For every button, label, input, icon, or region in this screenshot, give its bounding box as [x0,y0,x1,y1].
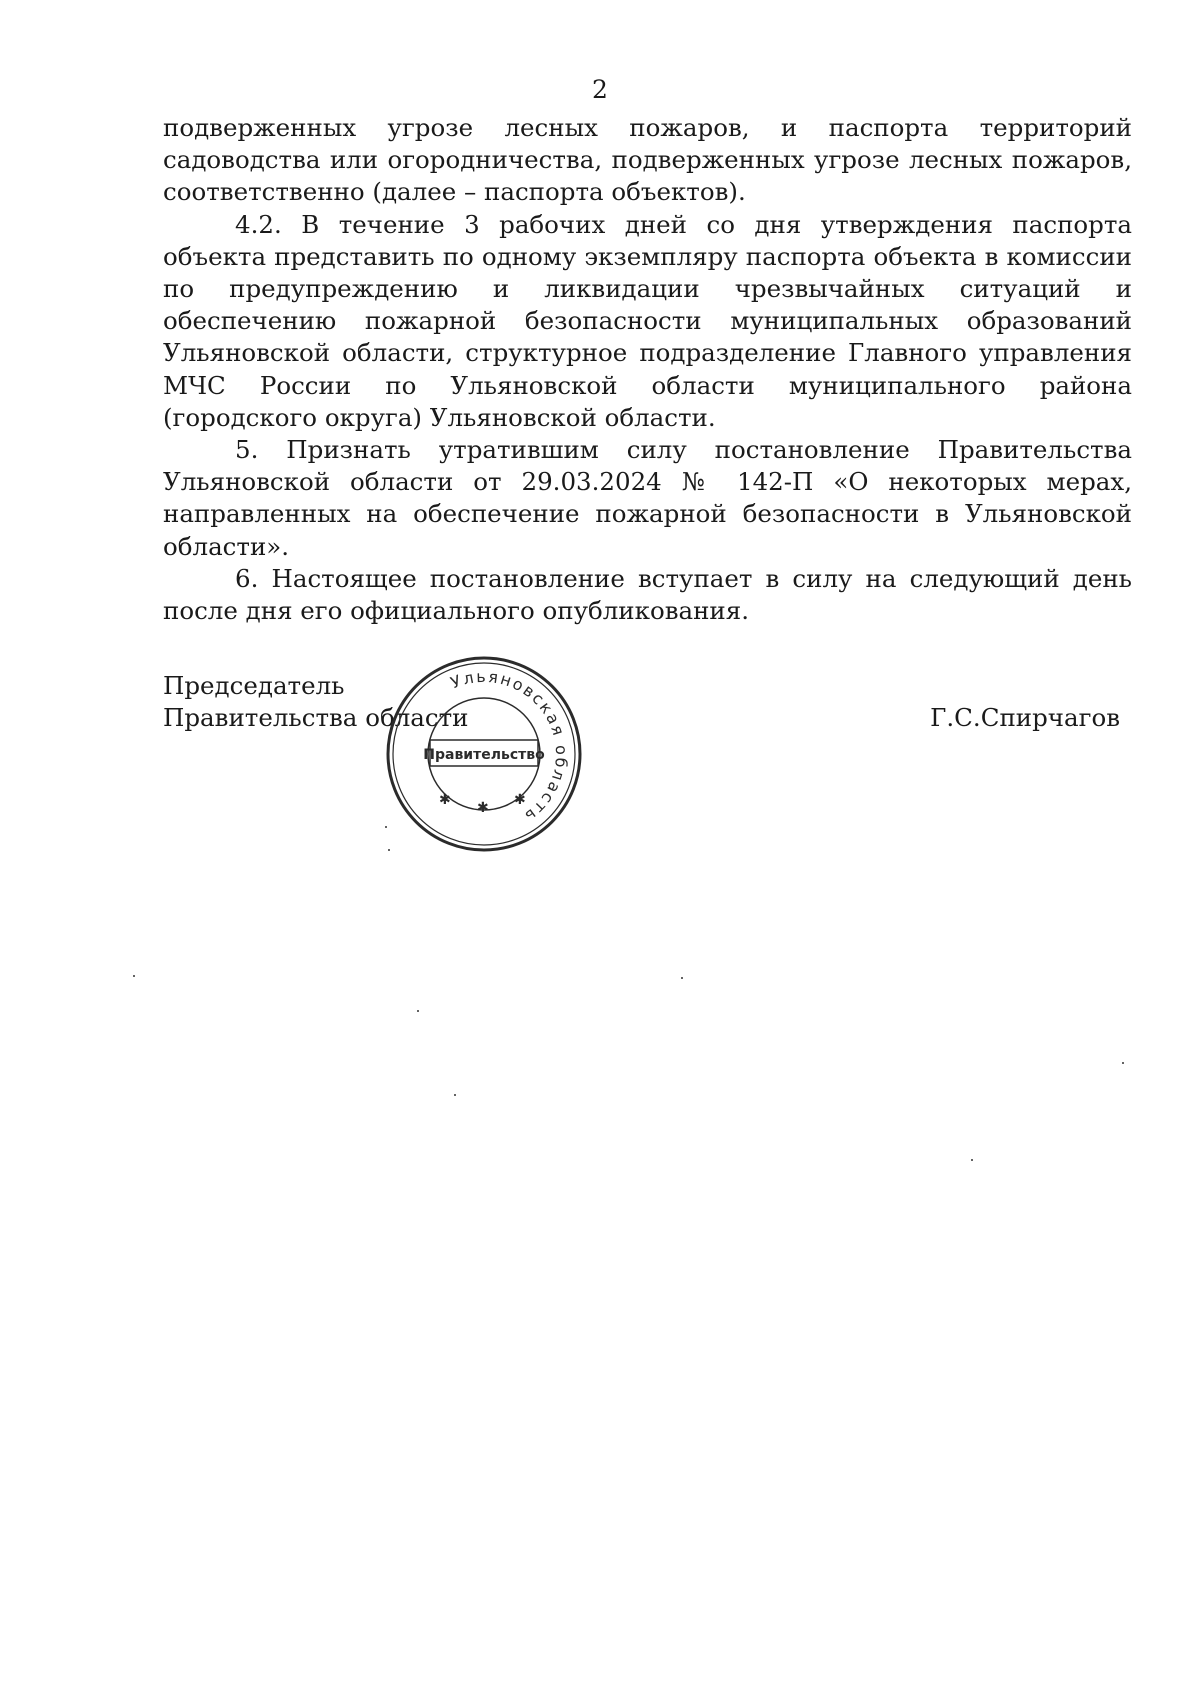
scan-speck [417,1010,419,1012]
document-body [163,112,1132,627]
official-seal-stamp [384,654,584,854]
paragraph-6: 6. Настоящее постановление вступает в силу на следующий день после дня его официального опубликования. [163,563,1132,626]
scan-speck [971,1159,973,1161]
seal-star-right: ✱ [514,792,526,808]
scan-speck [133,975,135,977]
paragraph-continuation: подверженных угрозе лесных пожаров, и паспорта территорий садоводства или огородничества, подверженных угрозе лесных пожаров, соответственно (далее – паспорта объектов). [163,113,1132,207]
seal-center-text: Правительство [423,747,545,763]
seal-star-left: ✱ [439,792,451,808]
scan-speck [1122,1062,1124,1064]
signatory-title-line2: Правительства области [163,703,469,732]
seal-ring-text: Ульяновская область [448,666,572,828]
paragraph-5: 5. Признать утратившим силу постановление Правительства Ульяновской области от 29.03.2024 № 142-П «О некоторых мерах, направленных на обеспечение пожарной безопасности в Ульяновской области». [163,435,1132,561]
page-number: 2 [592,75,608,104]
signatory-title-line1: Председатель [163,671,345,700]
scan-speck [385,826,387,828]
scan-speck [454,1094,456,1096]
seal-star-center: ✱ [477,800,489,816]
scan-speck [388,849,390,851]
signatory-name: Г.С.Спирчагов [930,703,1120,732]
scan-speck [681,977,683,979]
paragraph-4-2: 4.2. В течение 3 рабочих дней со дня утверждения паспорта объекта представить по одному экземпляру паспорта объекта в комиссии по предупреждению и ликвидации чрезвычайных ситуаций и обеспечению пожарной безопасности муниципальных образований Ульяновской области, структурное подразделение Главного управления МЧС России по Ульяновской области муниципального района (городского округа) Ульяновской области. [163,209,1132,432]
